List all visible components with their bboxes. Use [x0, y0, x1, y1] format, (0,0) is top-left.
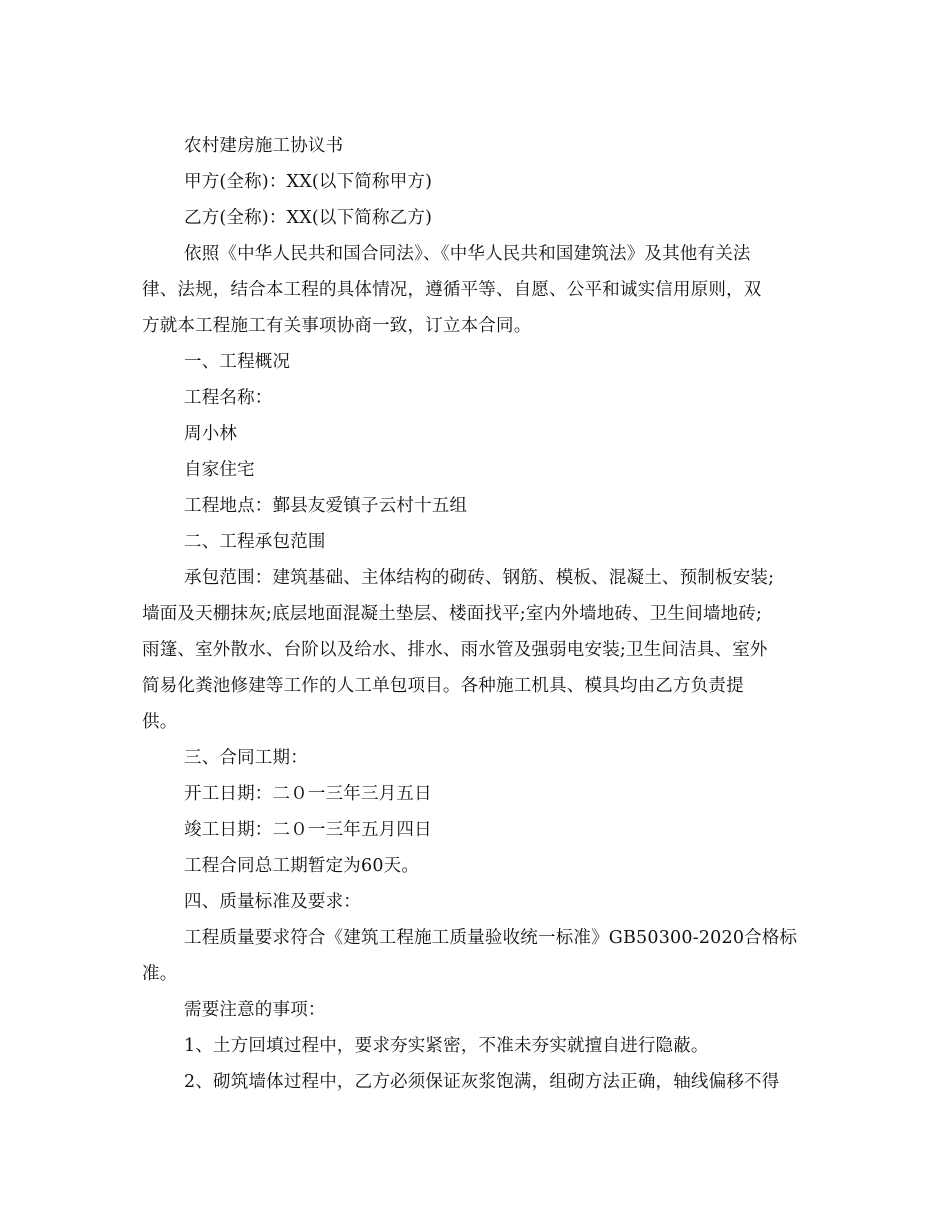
scope-line: 墙面及天棚抹灰;底层地面混凝土垫层、楼面找平;室内外墙地砖、卫生间墙地砖; — [142, 604, 763, 624]
section-heading-quality: 四、质量标准及要求： — [184, 892, 361, 912]
start-date: 开工日期：二０一三年三月五日 — [184, 784, 432, 804]
party-b-line: 乙方(全称)：XX(以下简称乙方) — [184, 208, 433, 228]
quality-line: 准。 — [142, 964, 178, 984]
party-a-line: 甲方(全称)：XX(以下简称甲方) — [184, 172, 433, 192]
scope-line: 承包范围：建筑基础、主体结构的砌砖、钢筋、模板、混凝土、预制板安装; — [184, 568, 775, 588]
scope-line: 雨篷、室外散水、台阶以及给水、排水、雨水管及强弱电安装;卫生间洁具、室外 — [142, 640, 768, 660]
document-body — [142, 128, 812, 1100]
note-item: 2、砌筑墙体过程中，乙方必须保证灰浆饱满，组砌方法正确，轴线偏移不得 — [184, 1072, 780, 1092]
document-title: 农村建房施工协议书 — [184, 136, 344, 156]
scope-line: 简易化粪池修建等工作的人工单包项目。各种施工机具、模具均由乙方负责提 — [142, 676, 744, 696]
preamble-line: 依照《中华人民共和国合同法》、《中华人民共和国建筑法》及其他有关法 — [184, 244, 751, 264]
scope-line: 供。 — [142, 712, 178, 732]
project-type: 自家住宅 — [184, 460, 255, 480]
section-heading-scope: 二、工程承包范围 — [184, 532, 326, 552]
project-name-label: 工程名称： — [184, 388, 273, 408]
notes-heading: 需要注意的事项： — [184, 1000, 326, 1020]
preamble-line: 方就本工程施工有关事项协商一致，订立本合同。 — [142, 316, 532, 336]
total-duration: 工程合同总工期暂定为60天。 — [184, 856, 420, 876]
note-item: 1、土方回填过程中，要求夯实紧密，不准未夯实就擅自进行隐蔽。 — [184, 1036, 709, 1056]
quality-line: 工程质量要求符合《建筑工程施工质量验收统一标准》GB50300-2020合格标 — [184, 928, 798, 948]
completion-date: 竣工日期：二０一三年五月四日 — [184, 820, 432, 840]
section-heading-schedule: 三、合同工期： — [184, 748, 308, 768]
section-heading-overview: 一、工程概况 — [184, 352, 291, 372]
preamble-line: 律、法规，结合本工程的具体情况，遵循平等、自愿、公平和诚实信用原则，双 — [142, 280, 762, 300]
project-owner: 周小林 — [184, 424, 238, 444]
project-location: 工程地点：鄞县友爱镇子云村十五组 — [184, 496, 468, 516]
